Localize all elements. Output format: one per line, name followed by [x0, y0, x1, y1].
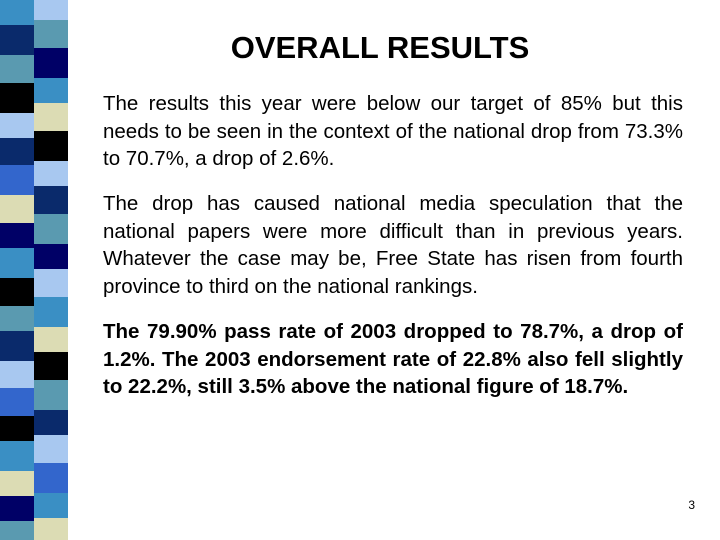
stripe-right-block	[34, 48, 68, 78]
stripe-left-block	[0, 521, 34, 540]
stripe-right-block	[34, 518, 68, 540]
decorative-stripe	[0, 0, 68, 540]
stripe-left-column	[0, 0, 34, 540]
stripe-left-block	[0, 25, 34, 55]
page-number: 3	[688, 498, 695, 512]
stripe-right-block	[34, 244, 68, 269]
stripe-right-block	[34, 214, 68, 244]
stripe-right-column	[34, 0, 68, 540]
stripe-right-block	[34, 0, 68, 20]
paragraph-target-context: The results this year were below our target of 85% but this needs to be seen in the context of the national drop from 73.3% to 70.7%, a drop of 2.6%.	[103, 92, 683, 170]
stripe-left-block	[0, 331, 34, 361]
stripe-left-block	[0, 278, 34, 306]
stripe-left-block	[0, 471, 34, 496]
stripe-left-block	[0, 361, 34, 388]
stripe-left-block	[0, 306, 34, 331]
stripe-right-block	[34, 103, 68, 131]
stripe-right-block	[34, 463, 68, 493]
stripe-left-block	[0, 138, 34, 165]
stripe-left-block	[0, 195, 34, 223]
stripe-left-block	[0, 83, 34, 113]
stripe-left-block	[0, 248, 34, 278]
stripe-right-block	[34, 78, 68, 103]
paragraph-media-speculation: The drop has caused national media speculation that the national papers were more difficult than in previous years. Whatever the case may be, Free State has risen from fourth province to third on the national rankings.	[103, 192, 683, 298]
stripe-right-block	[34, 186, 68, 214]
stripe-right-block	[34, 352, 68, 380]
stripe-right-block	[34, 435, 68, 463]
stripe-left-block	[0, 416, 34, 441]
stripe-right-block	[34, 131, 68, 161]
stripe-left-block	[0, 113, 34, 138]
stripe-right-block	[34, 327, 68, 352]
stripe-right-block	[34, 297, 68, 327]
paragraph-pass-rate: The 79.90% pass rate of 2003 dropped to 78.7%, a drop of 1.2%. The 2003 endorsement rate of 22.8% also fell slightly to 22.2%, still 3.5% above the national figure of 18.7%.	[103, 320, 683, 398]
stripe-left-block	[0, 388, 34, 416]
stripe-right-block	[34, 20, 68, 48]
slide-title: OVERALL RESULTS	[230, 30, 530, 65]
stripe-right-block	[34, 380, 68, 410]
stripe-left-block	[0, 55, 34, 83]
stripe-right-block	[34, 161, 68, 186]
stripe-right-block	[34, 269, 68, 297]
stripe-left-block	[0, 223, 34, 248]
stripe-right-block	[34, 493, 68, 518]
stripe-right-block	[34, 410, 68, 435]
stripe-left-block	[0, 0, 34, 25]
stripe-left-block	[0, 441, 34, 471]
stripe-left-block	[0, 165, 34, 195]
stripe-left-block	[0, 496, 34, 521]
